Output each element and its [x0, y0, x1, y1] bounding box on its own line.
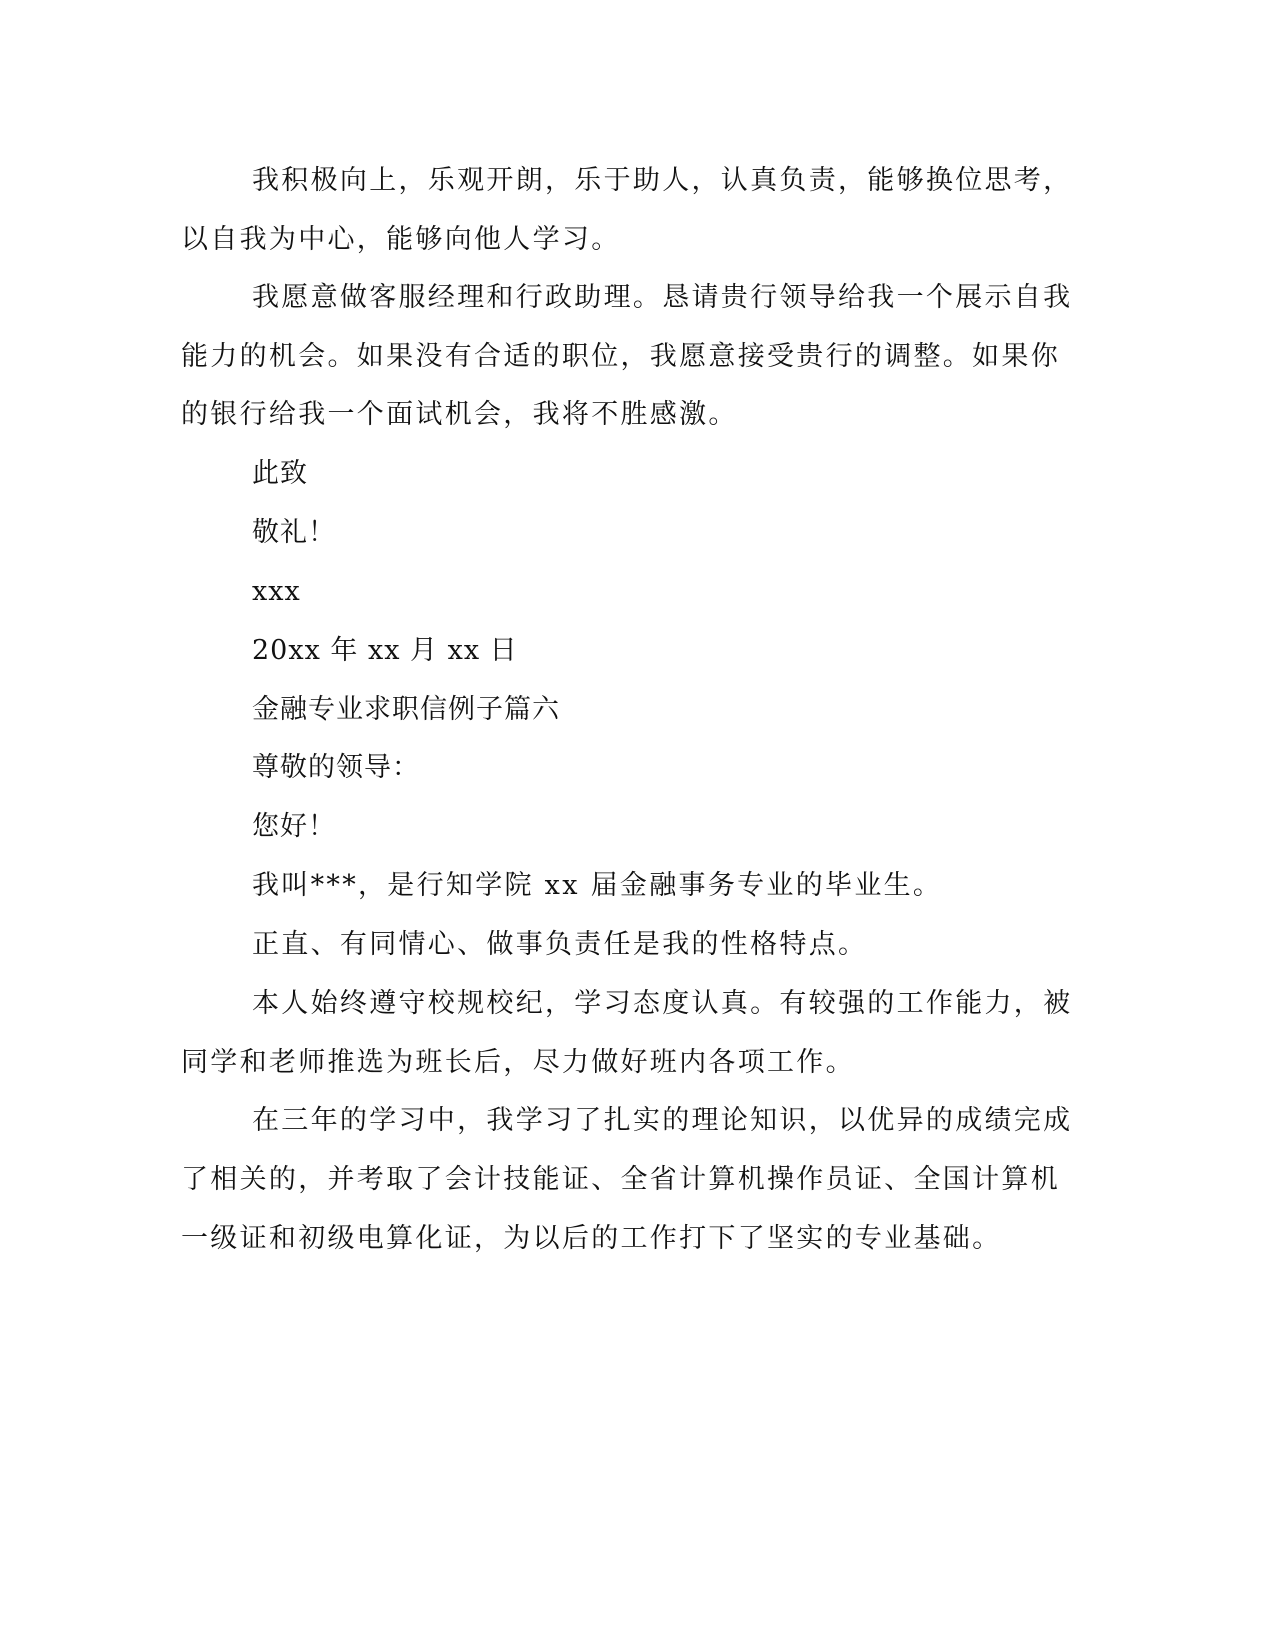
paragraph-line: 正直、有同情心、做事负责任是我的性格特点。	[252, 929, 868, 960]
section-title: 金融专业求职信例子篇六	[252, 694, 560, 725]
paragraph-line: 一级证和初级电算化证，为以后的工作打下了坚实的专业基础。	[181, 1223, 1002, 1254]
closing-salutation: 此致	[252, 458, 308, 489]
signature-name: xxx	[252, 576, 301, 607]
paragraph-line: 了相关的，并考取了会计技能证、全省计算机操作员证、全国计算机	[181, 1164, 1060, 1195]
paragraph-line: 我叫***，是行知学院 xx 届金融事务专业的毕业生。	[252, 870, 943, 901]
paragraph-line: 的银行给我一个面试机会，我将不胜感激。	[181, 399, 738, 430]
paragraph-line: 我积极向上，乐观开朗，乐于助人，认真负责，能够换位思考，	[252, 165, 1073, 196]
paragraph-line: 本人始终遵守校规校纪，学习态度认真。有较强的工作能力，被	[252, 988, 1073, 1019]
paragraph-line: 能力的机会。如果没有合适的职位，我愿意接受贵行的调整。如果你	[181, 341, 1060, 372]
letter-salutation: 尊敬的领导：	[252, 752, 420, 783]
paragraph-line: 同学和老师推选为班长后，尽力做好班内各项工作。	[181, 1047, 855, 1078]
signature-date: 20xx 年 xx 月 xx 日	[252, 635, 518, 666]
letter-greeting: 您好！	[252, 811, 336, 842]
paragraph-line: 在三年的学习中，我学习了扎实的理论知识，以优异的成绩完成	[252, 1105, 1073, 1136]
closing-respect: 敬礼！	[252, 517, 336, 548]
paragraph-line: 我愿意做客服经理和行政助理。恳请贵行领导给我一个展示自我	[252, 282, 1073, 313]
paragraph-line: 以自我为中心，能够向他人学习。	[181, 224, 621, 255]
